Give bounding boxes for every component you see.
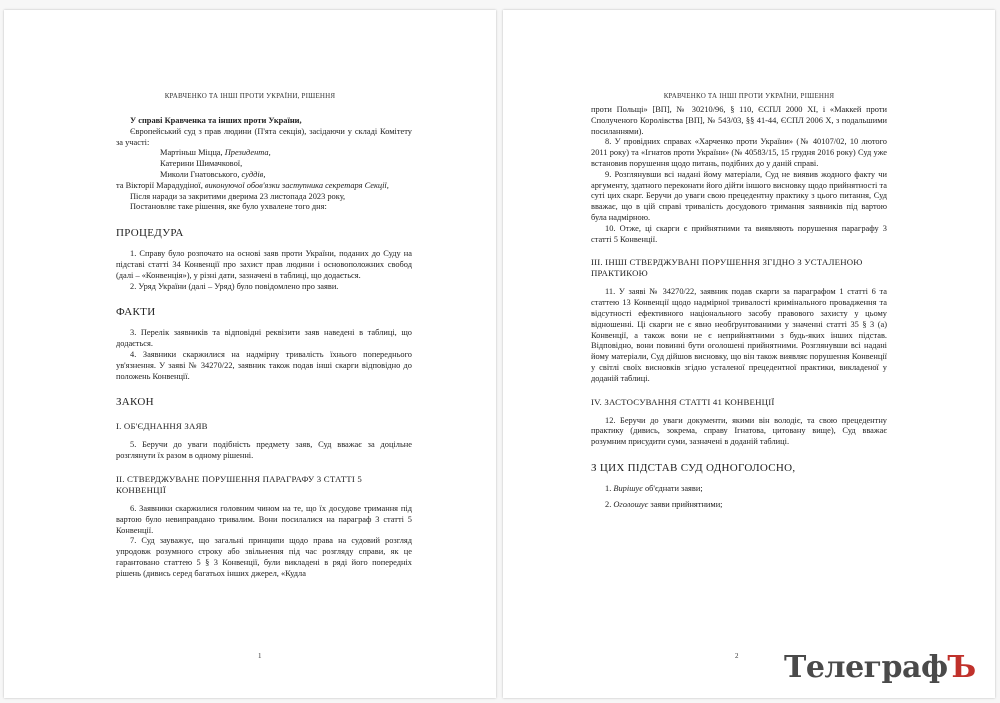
paragraph-11: 11. У заяві № 34270/22, заявник подав скарги за параграфом 1 статті 6 та статтею 13 Конвенції щодо надмірної тривалості кримінального провадження та відсутності ефективного національного засобу правового захисту у цьому відношенні. Ці скарги не є явно необґрунтованими у значенні статті 35 § 3 (a) Конвенції, а також вони не є неприйнятними з будь-яких інших підстав. Відповідно, вони повинні бути оголошені прийнятними. Розглянувши всі надані йому матеріали, Суд дійшов висновку, що він також виявляє порушення Конвенції у світлі своїх висновків згідно усталеної прецедентної практики, викладеної у доданій таблиці. (591, 287, 887, 383)
heading-law: ЗАКОН (116, 396, 154, 409)
deliberation-date: Після наради за закритими дверима 23 листопада 2023 року, (130, 191, 346, 201)
page-2-body (591, 105, 887, 511)
paragraph-3: 3. Перелік заявників та відповідні реквізити заяв наведені в таблиці, що додається. (116, 328, 412, 349)
paragraph-12: 12. Беручи до уваги документи, якими він володіє, та свою прецедентну практику (дивись, зокрема, справу Ігнатова, цитовану вище), Суд вважає розумним присудити суми, зазначені в доданій таблиці. (591, 415, 887, 447)
paragraph-4: 4. Заявники скаржилися на надмірну тривалість їхнього попереднього ув'язнення. У заяві № 34270/22, заявник також подав інші скарги відповідно до положень Конвенції. (116, 349, 412, 381)
paragraph-7-continued: проти Польщі» [ВП], № 30210/96, § 110, ЄСПЛ 2000 XI, і «Маккей проти Сполученого Королівства [ВП], № 543/03, §§ 41-44, ЄСПЛ 2006 X, з подальшими посиланнями). (591, 105, 887, 136)
paragraph-10: 10. Отже, ці скарги є прийнятними та виявляють порушення параграфу 3 статті 5 Конвенції. (591, 223, 887, 244)
deputy-secretary: та Вікторії Марадудіної, виконуючої обов'язки заступника секретаря Секції, (116, 180, 389, 190)
intro-text: Європейський суд з прав людини (П'ята секція), засідаючи у складі Комітету за участі: (116, 126, 412, 147)
delivers-judgment: Постановляє таке рішення, яке було ухвалене того дня: (130, 202, 327, 212)
heading-section-1: I. ОБ'ЄДНАННЯ ЗАЯВ (116, 421, 208, 432)
case-title: У справі Кравченка та інших проти України, (130, 116, 302, 125)
paragraph-1: 1. Справу було розпочато на основі заяв проти України, поданих до Суду на підставі статті 34 Конвенції про захист прав людини і основоположних свобод (далі – «Конвенція»), у різні дати, зазначені в таблиці, що додається. (116, 249, 412, 280)
decision-2: 2. Оголошує заяви прийнятними; (605, 499, 723, 509)
judge-3: Миколи Гнатовського, суддів, (160, 169, 266, 179)
heading-facts: ФАКТИ (116, 306, 156, 319)
paragraph-5: 5. Беручи до уваги подібність предмету заяв, Суд вважає за доцільне розглянути їх разом в одному рішенні. (116, 440, 412, 461)
running-header: КРАВЧЕНКО ТА ІНШІ ПРОТИ УКРАЇНИ, РІШЕННЯ (164, 92, 336, 100)
page-number-2: 2 (735, 652, 739, 660)
heading-section-2: II. СТВЕРДЖУВАНЕ ПОРУШЕННЯ ПАРАГРАФУ 3 СТАТТІ 5 КОНВЕНЦІЇ (116, 473, 363, 495)
heading-operative: З ЦИХ ПІДСТАВ СУД ОДНОГОЛОСНО, (591, 461, 796, 474)
running-header-2: КРАВЧЕНКО ТА ІНШІ ПРОТИ УКРАЇНИ, РІШЕННЯ (663, 92, 835, 100)
judge-2: Катерини Шимачкової, (160, 159, 243, 169)
page-number-1: 1 (258, 652, 262, 660)
document-page-1 (4, 10, 496, 698)
telegraf-watermark-logo: ТелеграфЪ (784, 650, 976, 685)
heading-procedure: ПРОЦЕДУРА (116, 227, 184, 240)
paragraph-7: 7. Суд зауважує, що загальні принципи щодо права на судовий розгляд упродовж розумного строку або звільнення під час розгляду справи, як це гарантовано статтею 5 § 3 Конвенції, були викладені в ряді його попередніх рішень (дивись серед багатьох інших джерел, «Кудла (116, 536, 412, 578)
paragraph-8: 8. У провідних справах «Харченко проти України» (№ 40107/02, 10 лютого 2011 року) та «Ігнатов проти України» (№ 40583/15, 15 грудня 2016 року) Суд уже встановив порушення щодо питань, подібних до у даній справі. (591, 137, 887, 168)
decision-1: 1. Вирішує об'єднати заяви; (605, 483, 703, 493)
document-page-2 (503, 10, 995, 698)
paragraph-9: 9. Розглянувши всі надані йому матеріали, Суд не виявив жодного факту чи аргументу, здатного переконати його дійти іншого висновку щодо прийнятності та суті цих скарг. Беручи до уваги свою прецедентну практику з цього питання, Суд вважає, що в цій справі тривалість досудового тримання заявників під вартою була надмірною. (591, 169, 887, 222)
paragraph-2: 2. Уряд України (далі – Уряд) було повідомлено про заяви. (130, 281, 339, 291)
heading-section-3: III. ІНШІ СТВЕРДЖУВАНІ ПОРУШЕННЯ ЗГІДНО З УСТАЛЕНОЮ ПРАКТИКОЮ (591, 257, 863, 279)
judge-president: Мартіньш Міцца, Президента, (160, 148, 271, 158)
paragraph-6: 6. Заявники скаржилися головним чином на те, що їх досудове тримання під вартою було невиправдано тривалим. Вони посилалися на параграф 3 статті 5 Конвенції. (116, 503, 412, 535)
page-1-body (116, 116, 412, 580)
heading-section-4: IV. ЗАСТОСУВАННЯ СТАТТІ 41 КОНВЕНЦІЇ (591, 396, 775, 407)
